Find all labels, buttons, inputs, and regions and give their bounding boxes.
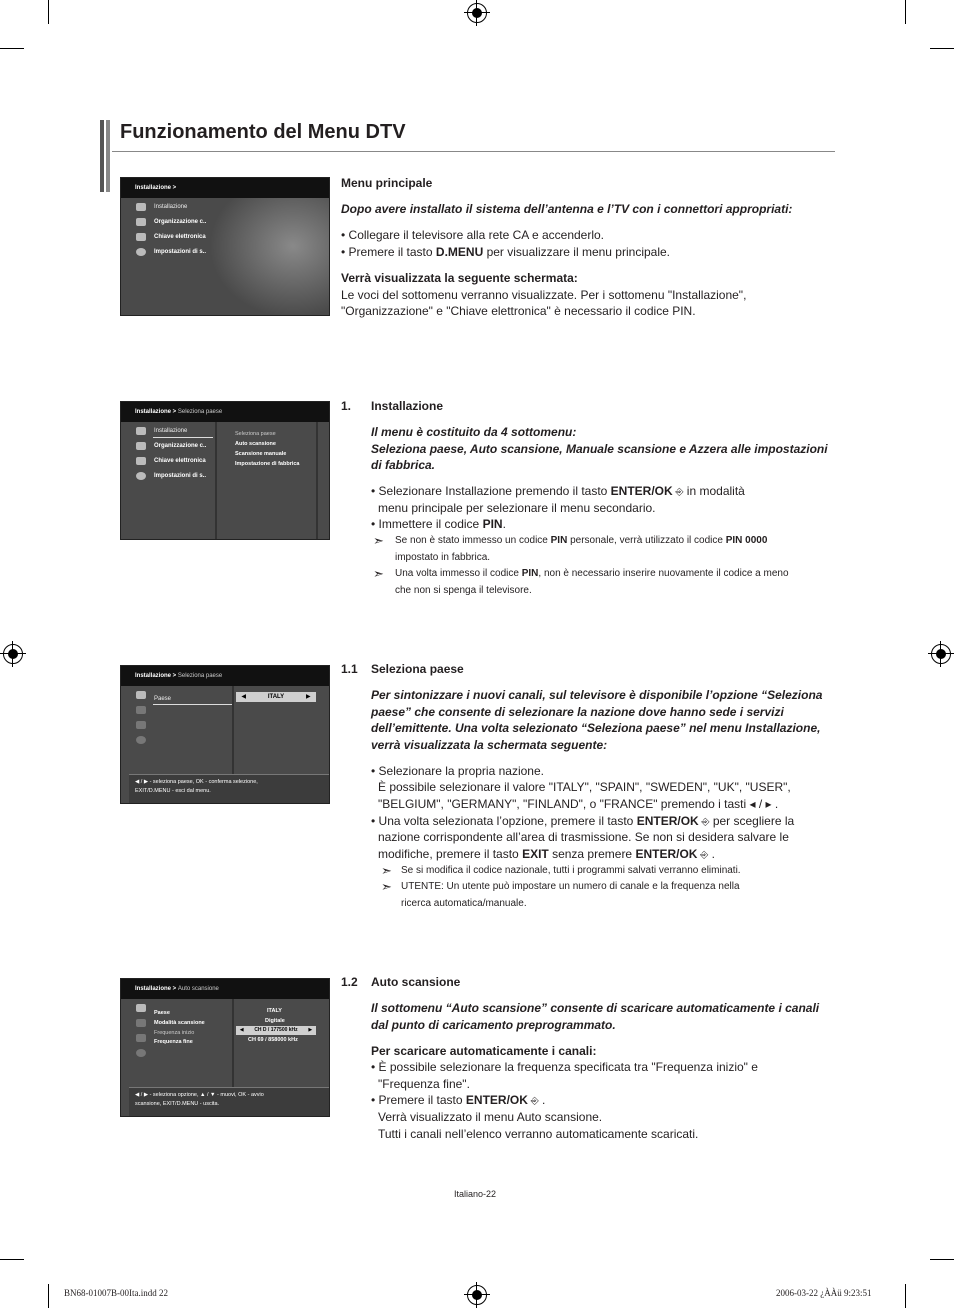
frequency-selector: ◀ CH D / 177500 kHz ▶ [236,1026,316,1035]
organize-icon [136,706,146,714]
bullet: • Selezionare la propria nazione. [371,764,544,778]
print-stamp: 2006-03-22 ¿ÀÀü 9:23:51 [776,1288,872,1298]
bullet-continuation: È possibile selezionare il valore "ITALY", "SPAIN", "SWEDEN", "UK", "USER", [378,780,791,794]
screen-help-bar [129,774,329,803]
screen-header-text: Installazione > Seleziona paese [135,409,223,415]
field-value: Digitale [265,1018,285,1024]
section-heading: Seleziona paese [371,662,464,676]
sub-heading: Verrà visualizzata la seguente schermata: [341,271,578,285]
bullet: • Immettere il codice PIN. [371,517,506,531]
help-text: ◀ / ▶ - seleziona opzione, ▲ / ▼ - muovi, OK - avvio scansione, EXIT/D.MENU - uscita. [135,1092,264,1107]
menu-item: Installazione [154,204,188,210]
note-continuation: impostato in fabbrica. [395,552,491,563]
note-arrow-icon: ➣ [381,879,392,894]
enter-icon: ⎆ [527,1096,539,1107]
crop-mark [905,1284,906,1308]
section-intro: dal punto di caricamento preprogrammato. [371,1018,616,1032]
bullet-continuation: menu principale per selezionare il menu secondario. [378,501,656,515]
crop-mark [905,0,906,24]
screen-header-text: Installazione > Auto scansione [135,986,219,992]
organize-icon [136,218,146,226]
bullet-continuation: "BELGIUM", "GERMANY", "FINLAND", o "FRANCE" premendo i tasti ◂ / ▸ . [378,797,779,811]
note: UTENTE: Un utente può impostare un numero di canale e la frequenza nella [401,881,740,892]
bullet-continuation: Tutti i canali nell’elenco verranno automaticamente scaricati. [378,1127,699,1141]
note-arrow-icon: ➣ [373,566,384,581]
note: Se si modifica il codice nazionale, tutti i programmi salvati verranno eliminati. [401,865,741,876]
section-number: 1.2 [341,975,358,989]
crop-mark [48,0,49,24]
enter-icon: ⎆ [672,487,684,498]
registration-mark-icon [931,644,951,664]
note-continuation: che non si spenga il televisore. [395,585,532,596]
bullet: • Premere il tasto ENTER/OK ⎆ . [371,1093,546,1107]
lock-icon [136,457,146,465]
section-intro: Per sintonizzare i nuovi canali, sul televisore è disponibile l’opzione “Seleziona [371,688,823,702]
settings-icon [136,736,146,744]
title-bar-decoration [106,120,110,192]
menu-underline [153,437,213,438]
crop-mark [930,48,954,49]
tv-screen-autoscan [120,978,330,1117]
screen-help-bar [129,1087,329,1116]
settings-icon [136,248,146,256]
field-label: Paese [154,1010,170,1016]
section-heading: Auto scansione [371,975,461,989]
file-info: BN68-01007B-00Ita.indd 22 [64,1288,168,1298]
crop-mark [0,1259,24,1260]
crop-mark [48,1284,49,1308]
submenu-item: Seleziona paese [235,431,276,437]
page-number: Italiano-22 [454,1189,497,1199]
section-intro: paese” che consente di selezionare la nazione dove hanno sede i servizi [371,705,784,719]
submenu-item: Impostazione di fabbrica [235,461,300,467]
screen-header-text: Installazione > [135,185,177,191]
note-arrow-icon: ➣ [373,533,384,548]
bullet: • È possibile selezionare la frequenza specificata tra "Frequenza inizio" e [371,1060,758,1074]
field-value: ITALY [267,1008,282,1014]
note-arrow-icon: ➣ [381,863,392,878]
bullet: • Premere il tasto D.MENU per visualizzare il menu principale. [341,245,670,259]
section-intro: Seleziona paese, Auto scansione, Manuale scansione e Azzera alle impostazioni [371,442,828,456]
menu-item: Impostazioni di s.. [154,249,207,255]
registration-mark-icon [467,3,487,23]
tv-screen-installation [120,401,330,540]
note: Una volta immesso il codice PIN, non è necessario inserire nuovamente il codice a meno [395,568,789,579]
field-label: Paese [154,696,172,702]
section-heading: Installazione [371,399,444,413]
panel-divider [232,686,234,775]
tv-screen-country [120,665,330,804]
screen-header-text: Installazione > Seleziona paese [135,673,223,679]
antenna-icon [136,427,146,435]
sub-heading: Per scaricare automaticamente i canali: [371,1044,597,1058]
screen-header [121,666,329,686]
bullet: • Selezionare Installazione premendo il tasto ENTER/OK ⎆ in modalità [371,484,745,498]
bullet-continuation: "Frequenza fine". [378,1077,470,1091]
screen-header [121,402,329,422]
menu-item: Installazione [154,428,188,434]
field-value: CH 69 / 858000 kHz [248,1037,298,1043]
registration-mark-icon [467,1285,487,1305]
bullet-continuation: modifiche, premere il tasto EXIT senza premere ENTER/OK ⎆ . [378,847,715,861]
country-selector: ◀ ITALY ▶ [236,692,316,702]
lock-icon [136,233,146,241]
field-label: Frequenza fine [154,1039,193,1045]
screen-glow [209,198,329,316]
panel-divider [232,999,234,1088]
page-title: Funzionamento del Menu DTV [120,121,406,143]
paragraph: Le voci del sottomenu verranno visualizzate. Per i sottomenu "Installazione", [341,288,747,302]
field-label: Frequenza inizio [154,1030,195,1036]
section-intro: Dopo avere installato il sistema dell’antenna e l’TV con i connettori appropriati: [341,202,793,216]
section-number: 1.1 [341,662,358,676]
paragraph: "Organizzazione" e "Chiave elettronica" è necessario il codice PIN. [341,304,696,318]
menu-item: Impostazioni di s.. [154,473,207,479]
frequency-value: CH D / 177500 kHz [254,1027,298,1033]
tv-screen-main-menu [120,177,330,316]
lock-icon [136,1034,146,1042]
panel-divider [316,422,318,539]
panel-divider [215,422,217,539]
bullet-continuation: nazione corrispondente all’area di trasmissione. Se non si desidera salvare le [378,830,789,844]
antenna-icon [136,691,146,699]
menu-item: Organizzazione c.. [154,219,207,225]
screen-header [121,178,329,198]
note-continuation: ricerca automatica/manuale. [401,898,527,909]
section-number: 1. [341,399,352,413]
registration-mark-icon [3,644,23,664]
screen-header [121,979,329,999]
help-text: ◀ / ▶ - seleziona paese, OK - conferma selezione, EXIT/D.MENU - esci dal menu. [135,779,258,794]
submenu-item: Scansione manuale [235,451,287,457]
crop-mark [0,48,24,49]
country-value: ITALY [267,694,285,700]
section-heading: Menu principale [341,176,433,190]
section-intro: verrà visualizzata la schermata seguente: [371,738,608,752]
field-label: Modalità scansione [154,1020,205,1026]
crop-mark [930,1259,954,1260]
menu-item: Chiave elettronica [154,458,206,464]
settings-icon [136,1049,146,1057]
section-intro: Il menu è costituito da 4 sottomenu: [371,425,577,439]
enter-icon: ⎆ [698,817,710,828]
antenna-icon [136,203,146,211]
bullet: • Collegare il televisore alla rete CA e accenderlo. [341,228,605,242]
title-bar-decoration [100,120,104,192]
bullet: • Una volta selezionata l’opzione, premere il tasto ENTER/OK ⎆ per scegliere la [371,814,795,828]
title-divider [112,151,835,152]
section-intro: dell’emittente. Una volta selezionato “Seleziona paese” nel menu Installazione, [371,721,821,735]
settings-icon [136,472,146,480]
note: Se non è stato immesso un codice PIN personale, verrà utilizzato il codice PIN 0000 [395,535,768,546]
menu-item: Organizzazione c.. [154,443,207,449]
submenu-item: Auto scansione [235,441,276,447]
menu-item: Chiave elettronica [154,234,206,240]
enter-icon: ⎆ [697,850,709,861]
bullet-continuation: Verrà visualizzato il menu Auto scansione. [378,1110,603,1124]
organize-icon [136,442,146,450]
section-intro: Il sottomenu “Auto scansione” consente di scaricare automaticamente i canali [371,1001,820,1015]
organize-icon [136,1019,146,1027]
antenna-icon [136,1004,146,1012]
field-underline [153,704,233,705]
section-intro: di fabbrica. [371,458,436,472]
lock-icon [136,721,146,729]
